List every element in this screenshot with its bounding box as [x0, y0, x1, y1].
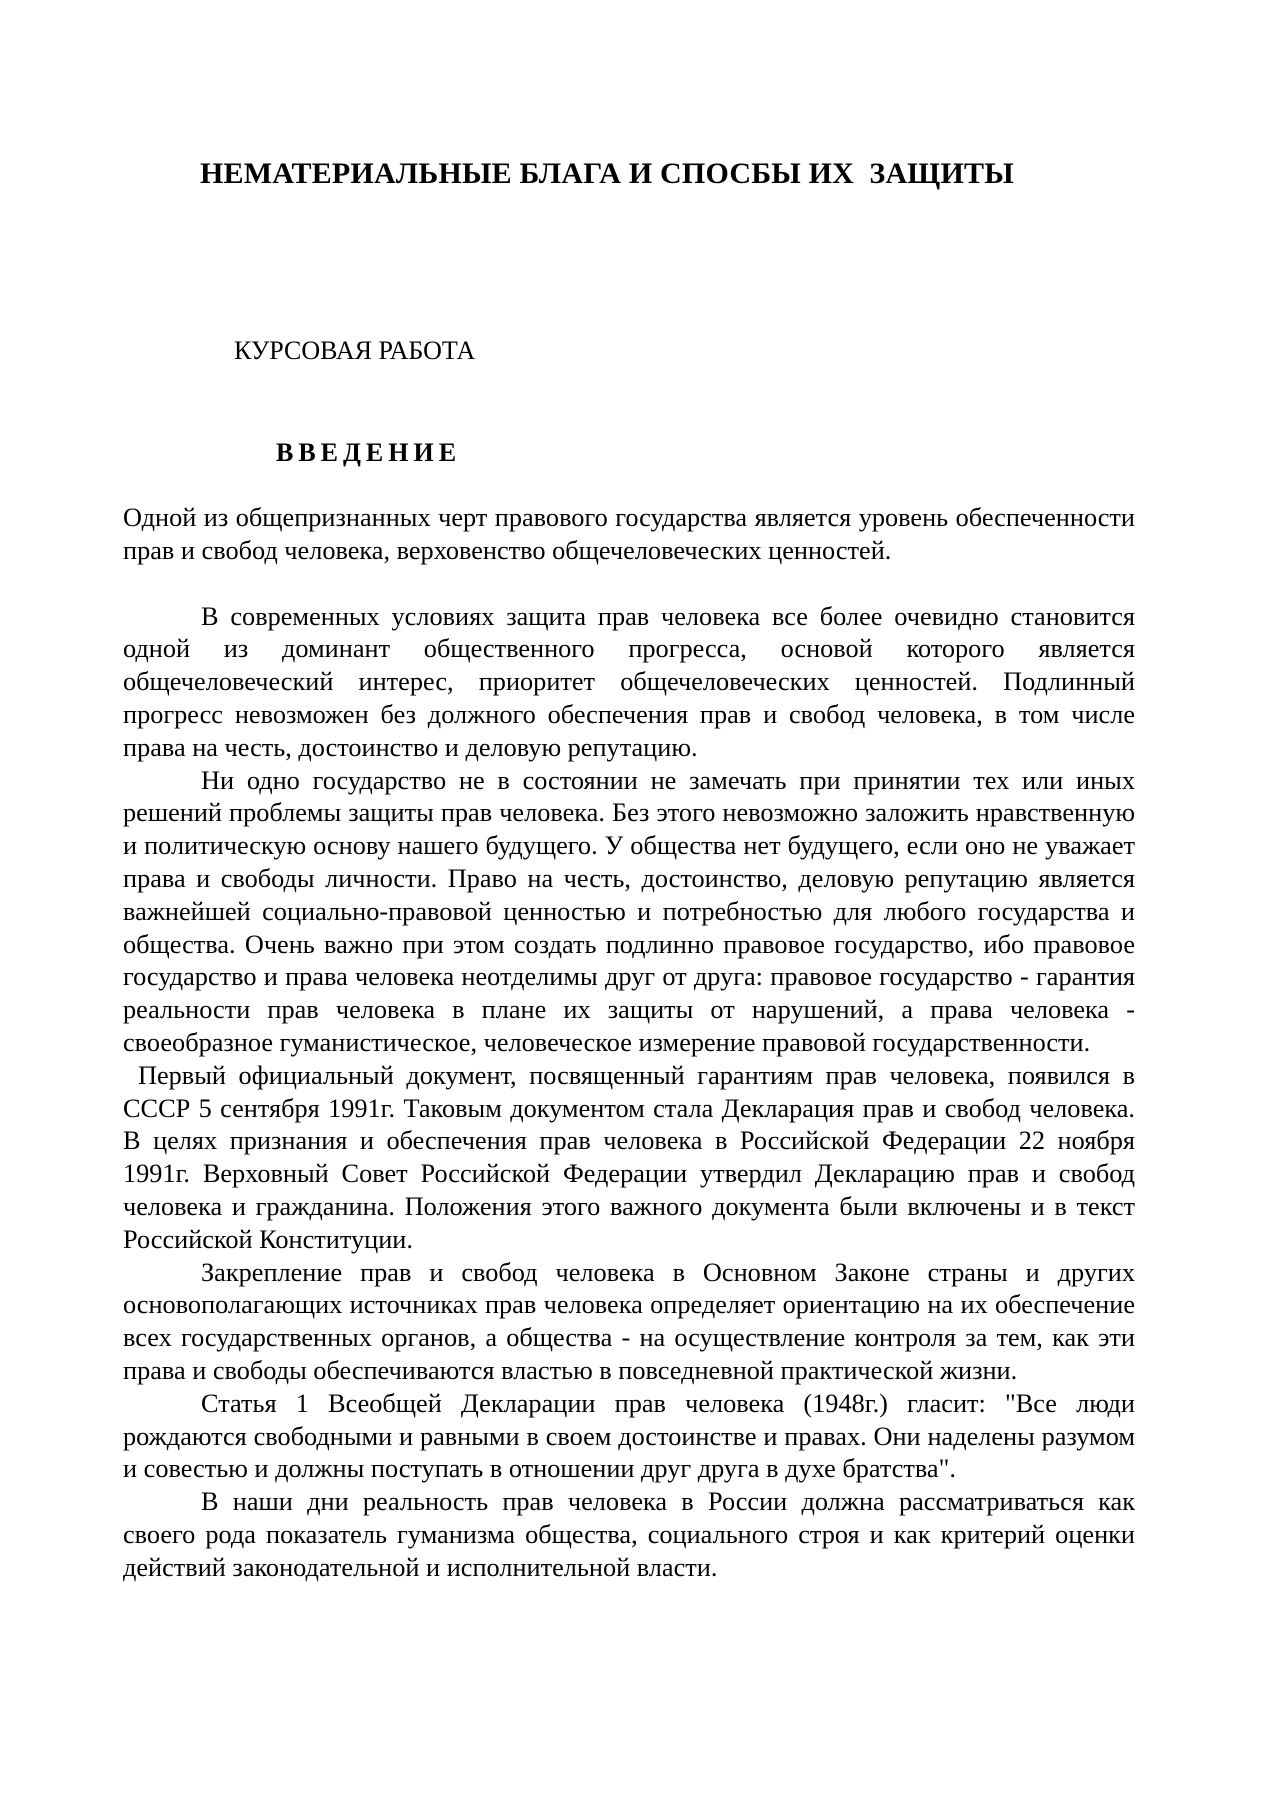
paragraph: Одной из общепризнанных черт правового государства является уровень обеспеченности прав и свобод человека, верховенство общечеловеческих ценностей.: [123, 503, 1135, 565]
paragraph: Закрепление прав и свобод человека в Основном Законе страны и других основополагающих источниках прав человека определяет ориентацию на их обеспечение всех государственных органов, а общества - на осуществление контроля за тем, как эти права и свободы обеспечиваются властью в повседневной практической жизни.: [123, 1257, 1135, 1385]
paragraph: Первый официальный документ, посвященный гарантиям прав человека, появился в СССР 5 сентября 1991г. Таковым документом стала Декларация прав и свобод человека. В целях признания и обеспечения прав человека в Российской Федерации 22 ноября 1991г. Верховный Совет Российской Федерации утвердил Декларацию прав и свобод человека и гражданина. Положения этого важного документа были включены и в текст Российской Конституции.: [123, 1060, 1135, 1254]
document-body: [123, 502, 1135, 1585]
paragraph: В современных условиях защита прав человека все более очевидно становится одной из доминант общественного прогресса, основой которого является общечеловеческий интерес, приоритет общечеловеческих ценностей. Подлинный прогресс невозможен без должного обеспечения прав и свобод человека, в том числе права на честь, достоинство и деловую репутацию.: [123, 601, 1135, 762]
section-heading: ВВЕДЕНИЕ: [276, 438, 462, 467]
paragraph: Ни одно государство не в состоянии не замечать при принятии тех или иных решений проблемы защиты прав человека. Без этого невозможно заложить нравственную и политическую основу нашего будущего. У общества нет будущего, если оно не уважает права и свободы личности. Право на честь, достоинство, деловую репутацию является важнейшей социально-правовой ценностью и потребностью для любого государства и общества. Очень важно при этом создать подлинно правовое государство, ибо правовое государство и права человека неотделимы друг от друга: правовое государство - гарантия реальности прав человека в плане их защиты от нарушений, а права человека - своеобразное гуманистическое, человеческое измерение правовой государственности.: [123, 765, 1135, 1057]
paragraph: Статья 1 Всеобщей Декларации прав человека (1948г.) гласит: "Все люди рождаются свободными и равными в своем достоинстве и правах. Они наделены разумом и совестью и должны поступать в отношении друг друга в духе братства".: [123, 1388, 1135, 1484]
document-subtitle: КУРСОВАЯ РАБОТА: [234, 336, 476, 365]
paragraph: В наши дни реальность прав человека в России должна рассматриваться как своего рода показатель гуманизма общества, социального строя и как критерий оценки действий законодательной и исполнительной власти.: [123, 1487, 1135, 1582]
document-title: НЕМАТЕРИАЛЬНЫЕ БЛАГА И СПОСБЫ ИХ ЗАЩИТЫ: [200, 157, 1014, 190]
